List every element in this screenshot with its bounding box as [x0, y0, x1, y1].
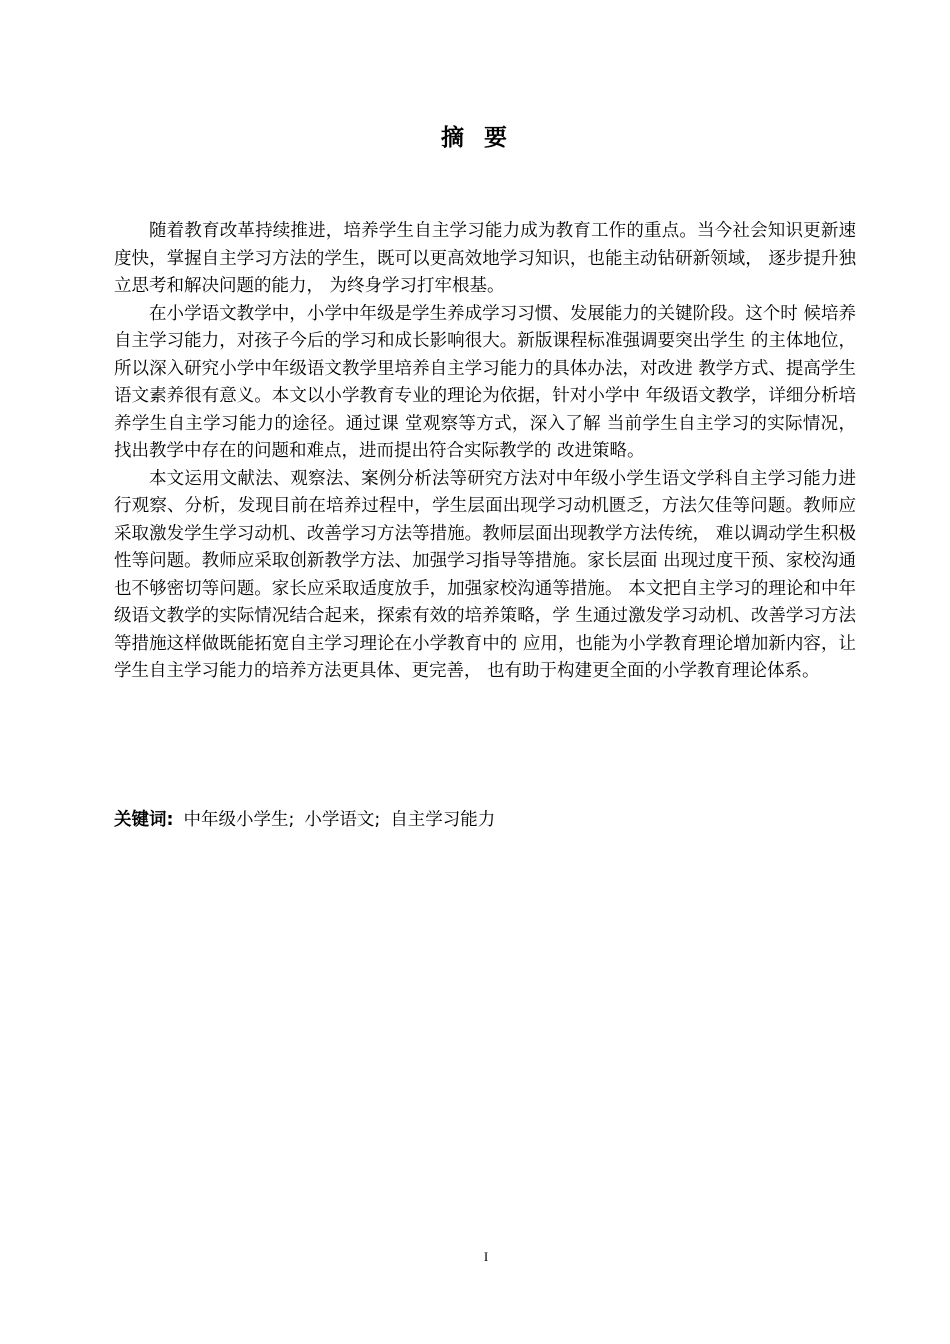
- keyword-3: 自主学习能力: [390, 810, 496, 830]
- abstract-title: 摘要: [441, 125, 527, 151]
- abstract-paragraph-2: 在小学语文教学中，小学中年级是学生养成学习习惯、发展能力的关键阶段。这个时 候培养自主学习能力，对孩子今后的学习和成长影响很大。新版课程标准强调要突出学生 的主体地位，所以深入研究小学中年级语文教学里培养自主学习能力的具体办法，对改进 教学方式、提高学生语文素养很有意义。本文以小学教育专业的理论为依据，针对小学中 年级语文教学，详细分析培养学生自主学习能力的途径。通过课 堂观察等方式，深入了解 当前学生自主学习的实际情况，找出教学中存在的问题和难点，进而提出符合实际教学的 改进策略。: [114, 303, 856, 461]
- keywords-line: [114, 806, 856, 834]
- keyword-2: 小学语文;: [304, 810, 381, 830]
- keyword-1: 中年级小学生;: [183, 810, 295, 830]
- keywords-label: 关键词:: [114, 810, 174, 830]
- abstract-paragraph-3: 本文运用文献法、观察法、案例分析法等研究方法对中年级小学生语文学科自主学习能力进行观察、分析，发现目前在培养过程中，学生层面出现学习动机匮乏，方法欠佳等问题。教师应采取激发学生学习动机、改善学习方法等措施。教师层面出现教学方法传统， 难以调动学生积极性等问题。教师应采取创新教学方法、加强学习指导等措施。家长层面 出现过度干预、家校沟通也不够密切等问题。家长应采取适度放手，加强家校沟通等措施。 本文把自主学习的理论和中年级语文教学的实际情况结合起来，探索有效的培养策略，学 生通过激发学习动机、改善学习方法等措施这样做既能拓宽自主学习理论在小学教育中的 应用，也能为小学教育理论增加新内容，让学生自主学习能力的培养方法更具体、更完善， 也有助于构建更全面的小学教育理论体系。: [114, 468, 856, 681]
- abstract-paragraph-1: 随着教育改革持续推进，培养学生自主学习能力成为教育工作的重点。当今社会知识更新速度快，掌握自主学习方法的学生，既可以更高效地学习知识，也能主动钻研新领域， 逐步提升独立思考和解决问题的能力， 为终身学习打牢根基。: [114, 221, 856, 296]
- page-number: I: [483, 1249, 489, 1264]
- abstract-body: [114, 218, 856, 686]
